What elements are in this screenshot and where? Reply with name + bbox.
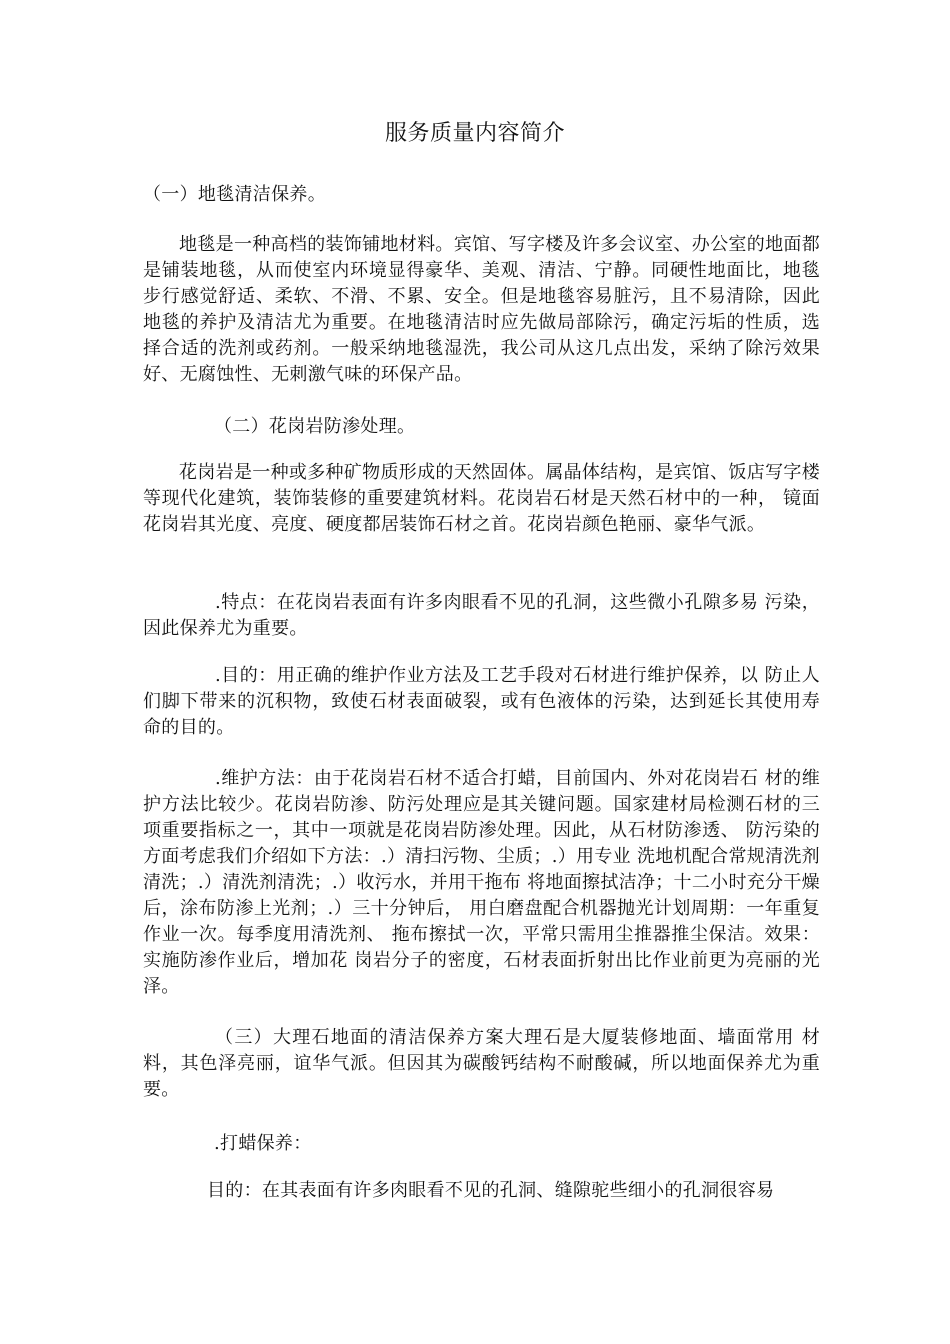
paragraph-purpose: .目的：用正确的维护作业方法及工艺手段对石材进行维护保养，以 防止人们脚下带来的沉积物，致使石材表面破裂，或有色液体的污染，达到延长其使用寿命的目的。 [143,665,820,738]
paragraph-features: .特点：在花岗岩表面有许多肉眼看不见的孔洞，这些微小孔隙多易 污染，因此保养尤为重要。 [143,592,820,639]
waxing-heading: .打蜡保养： [214,1133,312,1154]
paragraph-marble: （三）大理石地面的清洁保养方案大理石是大厦装修地面、墙面常用 材料，其色泽亮丽，谊华气派。但因其为碳酸钙结构不耐酸碱，所以地面保养尤为重要。 [143,1027,820,1100]
paragraph-method: .维护方法：由于花岗岩石材不适合打蜡，目前国内、外对花岗岩石 材的维护方法比较少。花岗岩防渗、防污处理应是其关键问题。国家建材局检测石材的三项重要指标之一，其中一项就是花岗岩防渗处理。因此，从石材防渗透、 防污染的方面考虑我们介绍如下方法：.）清扫污物、尘质；.）用专业 洗地机配合常规清洗剂清洗；.）清洗剂清洗；.）收污水，并用干拖布 将地面擦拭洁净；十二小时充分干燥后，涂布防渗上光剂；.）三十分钟后， 用白磨盘配合机器抛光计划周期：一年重复作业一次。每季度用清洗剂、 拖布擦拭一次，平常只需用尘推器推尘保洁。效果：实施防渗作业后，增加花 岗岩分子的密度，石材表面折射出比作业前更为亮丽的光泽。 [143,768,820,997]
paragraph-waxing-purpose: 目的：在其表面有许多肉眼看不见的孔洞、缝隙驼些细小的孔洞很容易 [207,1180,775,1201]
page-title: 服务质量内容简介 [384,121,565,146]
paragraph-carpet: 地毯是一种高档的装饰铺地材料。宾馆、写字楼及许多会议室、办公室的地面都是铺装地毯，从而使室内环境显得豪华、美观、清洁、宁静。同硬性地面比，地毯步行感觉舒适、柔软、不滑、不累、安全。但是地毯容易脏污，且不易清除，因此地毯的养护及清洁尤为重要。在地毯清洁时应先做局部除污，确定污垢的性质，选择合适的洗剂或药剂。一般采纳地毯湿洗，我公司从这几点出发，采纳了除污效果好、无腐蚀性、无刺激气味的环保产品。 [143,234,820,385]
paragraph-granite: 花岗岩是一种或多种矿物质形成的天然固体。属晶体结构，是宾馆、饭店写字楼等现代化建筑，装饰装修的重要建筑材料。花岗岩石材是天然石材中的一种， 镜面花岗岩其光度、亮度、硬度都居装饰石材之首。花岗岩颜色艳丽、豪华气派。 [143,462,820,535]
section-heading-carpet: （一）地毯清洁保养。 [143,184,326,205]
section-heading-granite: （二）花岗岩防渗处理。 [214,416,416,437]
